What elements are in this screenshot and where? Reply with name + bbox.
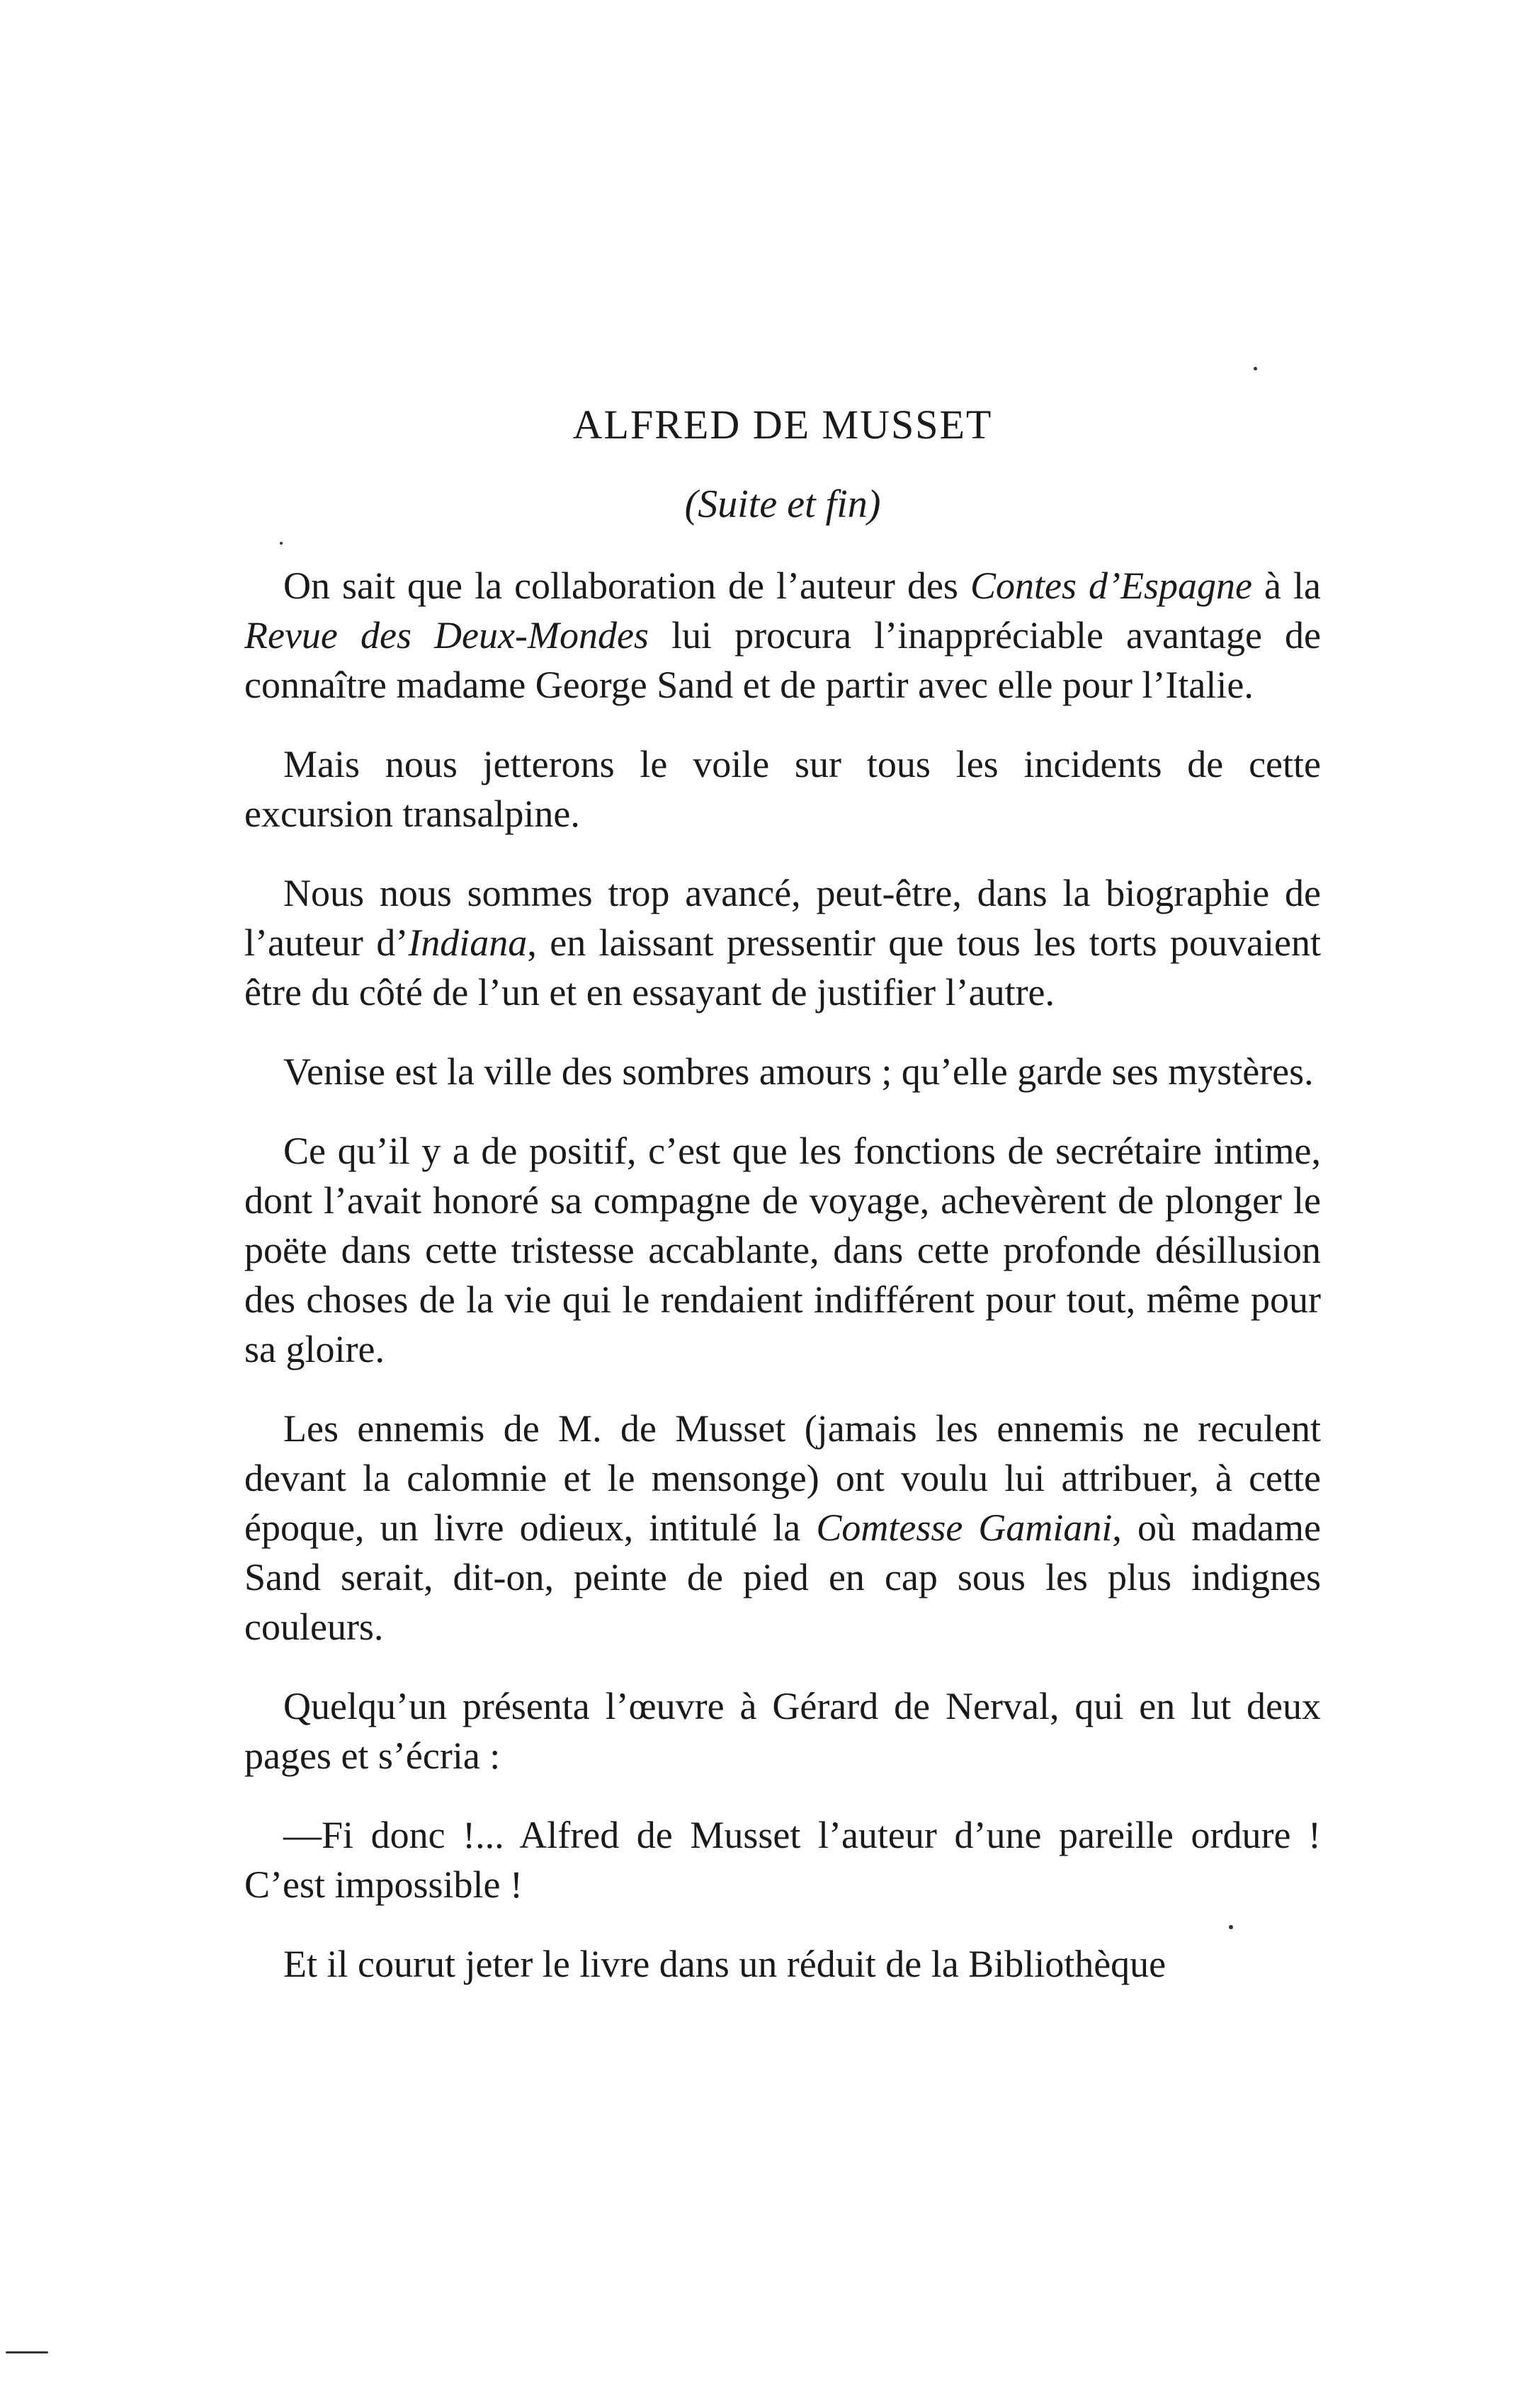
paragraph bbox=[244, 1939, 1321, 1989]
paragraph bbox=[244, 1126, 1321, 1374]
paragraph-text: Les ennemis de M. de Musset (jamais les ennemis ne reculent devant la calomnie et le mensonge) ont voulu lui attribuer, à cette époque, un livre odieux, intitulé la bbox=[244, 1407, 1321, 1549]
italic-text: Indiana bbox=[408, 921, 528, 964]
body-text bbox=[244, 561, 1321, 1989]
paragraph-text: , où madame Sand serait, dit-on, peinte de pied en cap sous les plus indignes couleurs. bbox=[244, 1506, 1321, 1648]
paragraph bbox=[244, 1810, 1321, 1909]
paragraph bbox=[244, 1047, 1321, 1096]
paragraph bbox=[244, 1681, 1321, 1781]
paragraph bbox=[244, 868, 1321, 1017]
paragraph-text: Nous nous sommes trop avancé, peut-être, dans la biographie de l’auteur d’ bbox=[244, 872, 1321, 964]
chapter-subtitle: (Suite et fin) bbox=[684, 482, 881, 526]
paragraph bbox=[244, 1404, 1321, 1652]
chapter-title: ALFRED DE MUSSET bbox=[572, 402, 993, 448]
italic-text: Revue des Deux-Mondes bbox=[244, 614, 649, 657]
paragraph-text: Et il courut jeter le livre dans un réduit de la Bibliothèque bbox=[283, 1943, 1166, 1985]
paragraph bbox=[244, 739, 1321, 839]
paragraph-text: —Fi donc !... Alfred de Musset l’auteur d’une pareille ordure ! C’est impossible ! bbox=[244, 1814, 1321, 1906]
paragraph-text: On sait que la collaboration de l’auteur des bbox=[283, 564, 970, 607]
paragraph-text: , en laissant pressentir que tous les torts pouvaient être du côté de l’un et en essayant de justifier l’autre. bbox=[244, 921, 1321, 1013]
book-page bbox=[244, 397, 1321, 2018]
scan-speck bbox=[1229, 1925, 1233, 1929]
scan-speck bbox=[6, 2351, 48, 2353]
paragraph bbox=[244, 561, 1321, 710]
italic-text: Comtesse Gamiani bbox=[816, 1506, 1113, 1549]
italic-text: Contes d’Espagne bbox=[970, 564, 1252, 607]
paragraph-text: lui procura l’inappréciable avantage de connaître madame George Sand et de partir avec elle pour l’Italie. bbox=[244, 614, 1321, 706]
paragraph-text: à la bbox=[1251, 564, 1321, 607]
paragraph-text: Quelqu’un présenta l’œuvre à Gérard de Nerval, qui en lut deux pages et s’écria : bbox=[244, 1685, 1321, 1777]
paragraph-text: Venise est la ville des sombres amours ; qu’elle garde ses mystères. bbox=[283, 1050, 1314, 1093]
paragraph-text: Mais nous jetterons le voile sur tous les incidents de cette excursion transalpine. bbox=[244, 743, 1321, 835]
scan-speck bbox=[280, 542, 283, 545]
scan-speck bbox=[1254, 367, 1257, 370]
paragraph-text: Ce qu’il y a de positif, c’est que les fonctions de secrétaire intime, dont l’avait honoré sa compagne de voyage, achevèrent de plonger le poëte dans cette tristesse accablante, dans cette profonde désillusion des choses de la vie qui le rendaient indifférent pour tout, même pour sa gloire. bbox=[244, 1130, 1321, 1370]
